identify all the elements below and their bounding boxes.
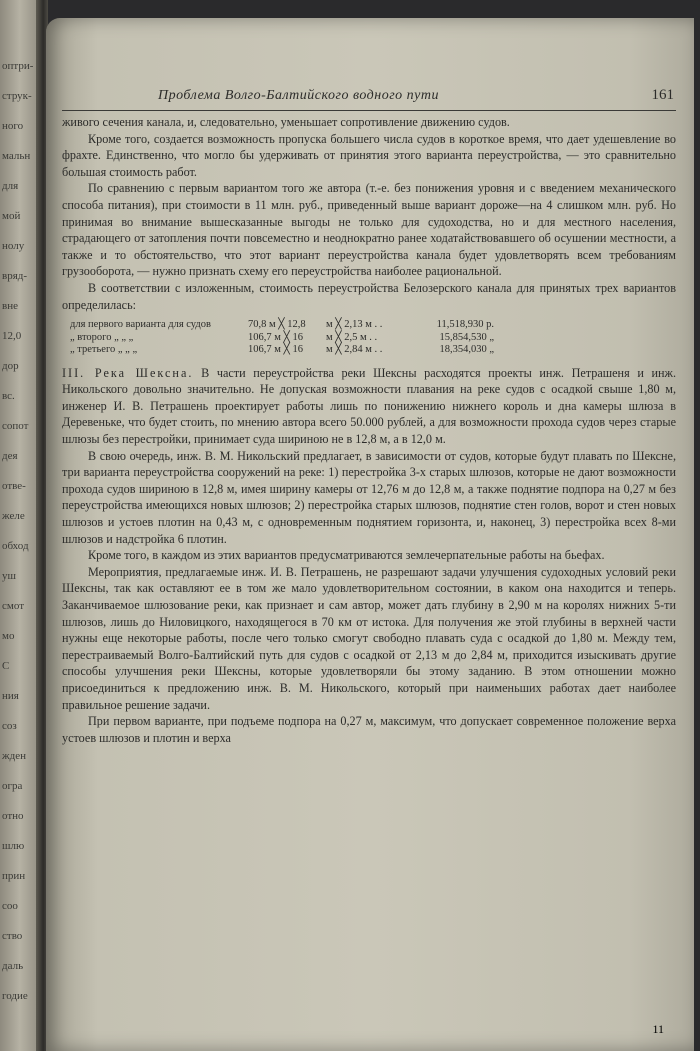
- cost-dimension: 70,8 м ╳ 12,8: [248, 319, 306, 331]
- cost-dimension: 106,7 м ╳ 16: [248, 331, 303, 343]
- left-page-fragment: прин: [2, 870, 26, 882]
- left-page-fragment: мальн: [2, 150, 31, 162]
- paragraph: Кроме того, создается возможность пропуска большего числа судов в короткое время, что дает удешевление во фрахте. Единственно, что могло бы удерживать от принятия этого варианта переустройства, — это сравнительно большая стоимость работ.: [62, 131, 676, 179]
- cost-draft: м ╳ 2,5 м . .: [326, 331, 378, 343]
- cost-draft: м ╳ 2,13 м . .: [326, 319, 383, 331]
- left-page-fragment: дор: [2, 360, 19, 372]
- book-page: [46, 18, 694, 1051]
- left-page-fragment: оптри-: [2, 60, 34, 72]
- left-page-fragment: сопот: [2, 420, 29, 432]
- cost-draft: м ╳ 2,84 м . .: [326, 344, 383, 356]
- left-page-fragment: струк-: [2, 90, 32, 102]
- left-page-fragment: ного: [2, 120, 24, 132]
- left-page-fragment: шлю: [2, 840, 25, 852]
- left-page-fragment: вряд-: [2, 270, 28, 282]
- cost-label: для первого варианта для судов: [70, 319, 211, 331]
- left-page-fragment: для: [2, 180, 19, 192]
- cost-dimension: 106,7 м ╳ 16: [248, 344, 303, 356]
- page-body: [62, 114, 676, 746]
- left-page-fragment: дея: [2, 450, 18, 462]
- left-page-fragment: обход: [2, 540, 29, 552]
- section-text: В части переустройства реки Шексны расходятся проекты инж. Петрашеня и инж. Никольского довольно значительно. Не допуская возможности плавания на реке судов с осадкой свыше 1,80 м, инженер И. В. Петрашень проектирует работы лишь по понижению нижнего король и дна камеры шлюза в Деревеньке, что будет стоить, по мнению автора всего 50.000 рублей, а для возможности прохода судов через старые шлюзы без перестройки, принимает суда шириною не в 12,8 м, а в 12,0 м.: [62, 365, 677, 446]
- cost-row: [70, 319, 676, 332]
- left-page-fragment: желе: [2, 510, 25, 522]
- cost-row: [70, 344, 676, 357]
- cost-label: „ второго „ „ „: [70, 331, 134, 343]
- cost-label: „ третьего „ „ „: [70, 344, 138, 356]
- left-page-fragment: отве-: [2, 480, 26, 492]
- cost-total: 18,354,030 „: [439, 344, 494, 356]
- left-page-fragment: ство: [2, 930, 23, 942]
- running-title: Проблема Волго-Балтийского водного пути: [158, 88, 439, 103]
- cost-table: [70, 319, 676, 357]
- cost-total: 15,854,530 „: [439, 331, 494, 343]
- signature-mark: 11: [652, 1022, 664, 1036]
- paragraph: Кроме того, в каждом из этих вариантов предусматриваются землечерпательные работы на бьефах.: [88, 548, 605, 563]
- left-page-fragment: мо: [2, 630, 15, 642]
- left-page-fragment: отно: [2, 810, 24, 822]
- page-number: 161: [651, 87, 674, 103]
- left-page-fragment: нолу: [2, 240, 25, 252]
- left-page-fragment: уш: [2, 570, 16, 582]
- left-page-fragment: вс.: [2, 390, 15, 402]
- paragraph: В соответствии с изложенным, стоимость переустройства Белозерского канала для принятых трех вариантов определилась:: [62, 280, 676, 312]
- left-page-fragment: ния: [2, 690, 19, 702]
- paragraph: Мероприятия, предлагаемые инж. И. В. Петрашень, не разрешают задачи улучшения судоходных условий реки Шексны, так как оставляют ее в том же мало удовлетворительном состоянии, в каком она находится и теперь. Заканчиваемое шлюзование реки, как признает и сам автор, может дать глубину в 2,90 м на королях нижних 5-ти шлюзов, лишь до Ниловицкого, находящегося в 70 км от истока. Для получения же этой глубины в верхней части нужны еще некоторые работы, после чего только смогут свободно плавать суда с осадкой до 1,80 м. Между тем, перестраиваемый Волго-Балтийский путь для судов с осадкой от 2,13 м до 2,84 м, приходится изыскивать другие способы улучшения реки Шексны, которые удовлетворяли бы этому заданию. В этом отношении можно присоединиться к предложению инж. В. М. Никольского, который при наименьших работах дает наиболее правильное решение задачи.: [62, 564, 676, 712]
- paragraph: живого сечения канала, и, следовательно, уменьшает сопротивление движению судов.: [62, 115, 510, 129]
- paragraph: В свою очередь, инж. В. М. Никольский предлагает, в зависимости от судов, которые будут плавать по Шексне, три варианта переустройства сооружений на реке: 1) перестройка 3-х старых шлюзов, которые не дают возможности прохода судов шириною в 12,8 м, имея ширину камеры от 12,76 м до 12,8 м, а также поднятие подпора на 0,27 м без переустройства имеющихся новых шлюзов; 2) перестройка старых шлюзов, поднятие стен голов, ворот и стен новых шлюзов и устоев плотин на 0,43 м, с одновременным поднятием горизонта, и, наконец, 3) перестройка всех 8-ми шлюзов и надстройка 6 плотин.: [62, 448, 676, 546]
- left-page-fragment: годие: [2, 990, 28, 1002]
- left-page-fragment: огра: [2, 780, 23, 792]
- section-paragraph: [62, 365, 676, 448]
- paragraph: При первом варианте, при подъеме подпора на 0,27 м, максимум, что допускает современное положение верха устоев шлюзов и плотин и верха: [62, 714, 676, 745]
- left-page-fragment: смот: [2, 600, 25, 612]
- left-page-fragment: соз: [2, 720, 17, 732]
- section-heading: III. Река Шексна.: [62, 365, 194, 380]
- paragraph: По сравнению с первым вариантом того же автора (т.-е. без понижения уровня и с введением механического способа питания), при стоимости в 11 млн. руб., приведенный выше вариант дороже—на 4 слишком млн. руб. Но принимая во внимание вышесказанные выгоды не только для судоходства, но и для местного населения, страдающего от затопления почти повсеместно и неоднократно ранее ходатайствовавшего об осушении местности, а также и то обстоятельство, что этот вариант переустройства канала будет удовлетворять всем требованиям грузооборота, — нужно признать схему его переустройства наиболее рациональной.: [62, 181, 676, 279]
- left-page-fragment: 12,0: [2, 330, 22, 342]
- left-page-fragment: жден: [2, 750, 26, 762]
- cost-row: [70, 332, 676, 345]
- left-page-fragment: С: [2, 660, 10, 672]
- left-page-fragment: соо: [2, 900, 18, 912]
- cost-total: 11,518,930 р.: [436, 319, 494, 331]
- page-header: [62, 88, 676, 111]
- left-page-fragment: мой: [2, 210, 21, 222]
- left-page-fragment: вне: [2, 300, 18, 312]
- left-page-fragment: даль: [2, 960, 24, 972]
